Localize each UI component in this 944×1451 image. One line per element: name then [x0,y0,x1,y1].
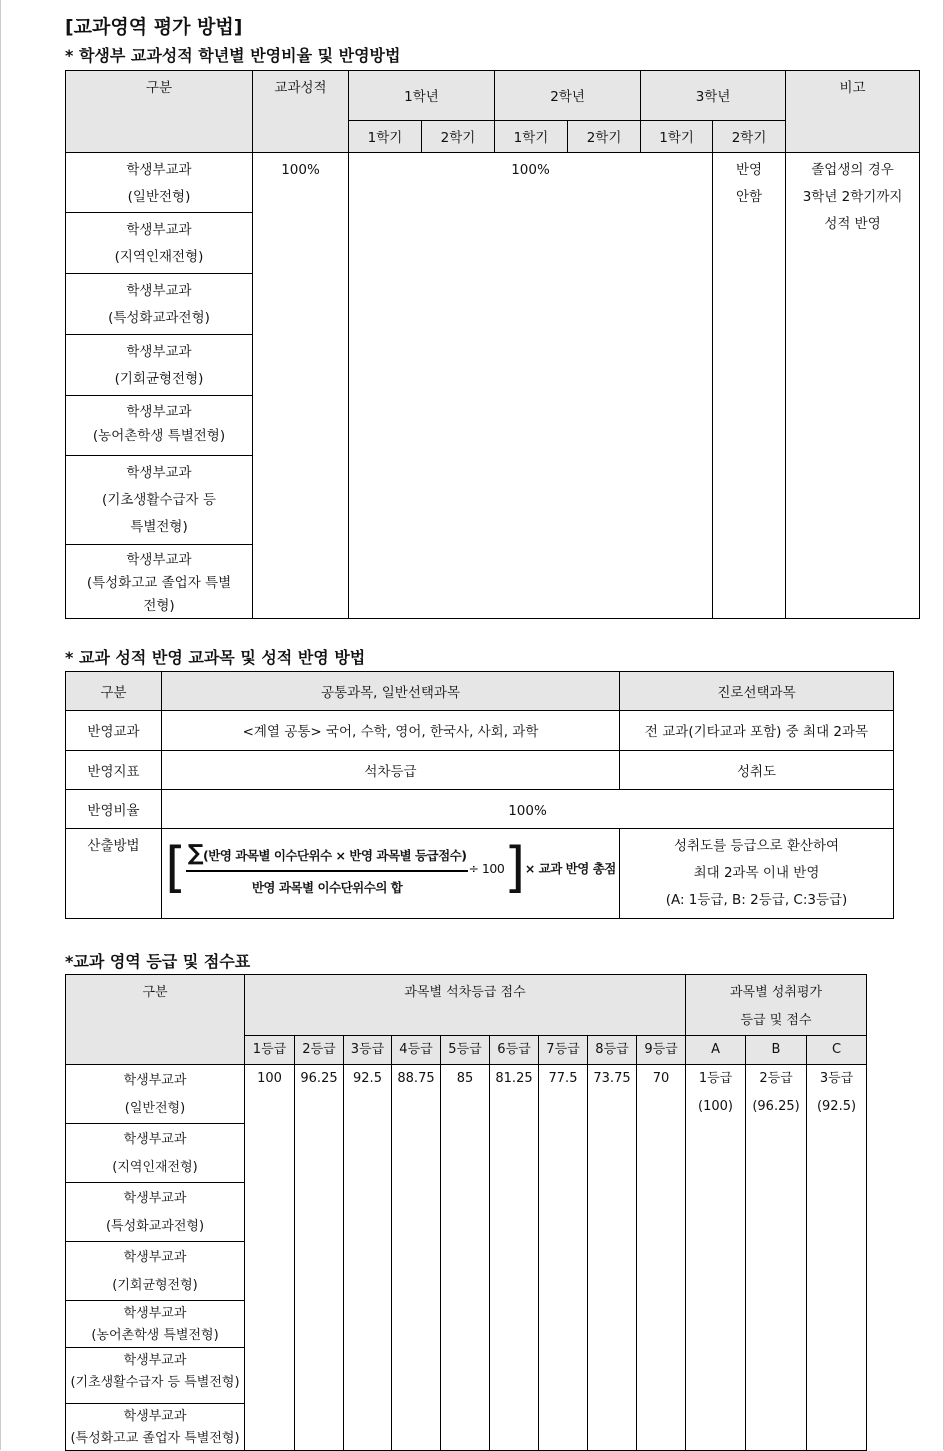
table-row-label: 학생부교과 (기회균형전형) [66,1242,245,1301]
ratio-value: 100% [162,790,894,829]
header-level: C [807,1036,867,1065]
level-score: 2등급 (96.25) [746,1065,807,1451]
grade-score: 77.5 [539,1065,588,1451]
header-note: 비고 [786,71,920,153]
grade-score: 100 [245,1065,295,1451]
header-grade-score: 교과성적 [253,71,349,153]
grade-score: 88.75 [392,1065,441,1451]
header-common: 공통과목, 일반선택과목 [162,672,620,711]
table-row-label: 학생부교과 (지역인재전형) [66,213,253,274]
row-label: 반영비율 [66,790,162,829]
header-grade: 9등급 [637,1036,686,1065]
header-grade: 1등급 [245,1036,295,1065]
table-row-label: 학생부교과 (농어촌학생 특별전형) [66,396,253,456]
note-value: 졸업생의 경우 3학년 2학기까지 성적 반영 [786,153,920,619]
header-year3: 3학년 [641,71,786,121]
level-score: 3등급 (92.5) [807,1065,867,1451]
header-year2: 2학년 [495,71,641,121]
subject-method-table [65,671,894,919]
table-row-label: 학생부교과 (기초생활수급자 등 특별전형) [66,456,253,545]
table-row-label: 학생부교과 (특성화교과전형) [66,274,253,335]
grade-score: 92.5 [344,1065,392,1451]
grade-score-value: 100% [253,153,349,619]
grade-score-table [65,974,867,1451]
header-grade: 8등급 [588,1036,637,1065]
header-grade: 4등급 [392,1036,441,1065]
header-semester: 2학기 [568,121,641,153]
table-row-label: 학생부교과 (일반전형) [66,153,253,213]
level-score: 1등급 (100) [686,1065,746,1451]
header-grade: 2등급 [295,1036,344,1065]
row-label: 반영지표 [66,751,162,790]
grade-ratio-table [65,70,920,619]
grade-score: 73.75 [588,1065,637,1451]
grade-score: 70 [637,1065,686,1451]
header-category: 구분 [66,71,253,153]
grade-score: 96.25 [295,1065,344,1451]
header-category: 구분 [66,672,162,711]
header-semester: 1학기 [495,121,568,153]
table-row-label: 학생부교과 (일반전형) [66,1065,245,1124]
header-career: 진로선택과목 [620,672,894,711]
common-indicator: 석차등급 [162,751,620,790]
grade-score: 81.25 [490,1065,539,1451]
ratio-value: 100% [349,153,713,619]
header-semester: 2학기 [422,121,495,153]
header-level: A [686,1036,746,1065]
table-row-label: 학생부교과 (기회균형전형) [66,335,253,396]
header-grade: 3등급 [344,1036,392,1065]
career-method: 성취도를 등급으로 환산하여 최대 2과목 이내 반영 (A: 1등급, B: 2등급, C:3등급) [620,829,894,919]
header-category: 구분 [66,975,245,1065]
header-semester: 1학기 [349,121,422,153]
career-indicator: 성취도 [620,751,894,790]
table-row-label: 학생부교과 (농어촌학생 특별전형) [66,1301,245,1348]
header-semester: 2학기 [713,121,786,153]
header-rank: 과목별 석차등급 점수 [245,975,686,1036]
career-subjects: 전 교과(기타교과 포함) 중 최대 2과목 [620,711,894,751]
header-semester: 1학기 [641,121,713,153]
section1-heading: * 학생부 교과성적 학년별 반영비율 및 반영방법 [65,46,401,65]
table-row-label: 학생부교과 (특성화교과전형) [66,1183,245,1242]
grade-score: 85 [441,1065,490,1451]
header-grade: 6등급 [490,1036,539,1065]
table-row-label: 학생부교과 (특성화고교 졸업자 특별 전형) [66,545,253,619]
section2-heading: * 교과 성적 반영 교과목 및 성적 반영 방법 [65,648,366,667]
table-row-label: 학생부교과 (기초생활수급자 등 특별전형) [66,1348,245,1404]
header-grade: 5등급 [441,1036,490,1065]
header-achievement: 과목별 성취평가 등급 및 점수 [686,975,867,1036]
formula: [ $\frac{\text{∑(반영 과목별 이수단위수 × 반영 과목별 등급점수)}}{\text{반영 과목별 이수단위수의 합}}$ ÷ 100 ] × 교과 반영 총점 [162,829,620,919]
page-title: [교과영역 평가 방법] [65,16,243,38]
header-year1: 1학년 [349,71,495,121]
common-subjects: <계열 공통> 국어, 수학, 영어, 한국사, 사회, 과학 [162,711,620,751]
table-row-label: 학생부교과 (지역인재전형) [66,1124,245,1183]
header-grade: 7등급 [539,1036,588,1065]
last-semester-value: 반영 안함 [713,153,786,619]
header-level: B [746,1036,807,1065]
row-label: 반영교과 [66,711,162,751]
section3-heading: *교과 영역 등급 및 점수표 [65,952,251,971]
table-row-label: 학생부교과 (특성화고교 졸업자 특별전형) [66,1404,245,1451]
row-label: 산출방법 [66,829,162,919]
